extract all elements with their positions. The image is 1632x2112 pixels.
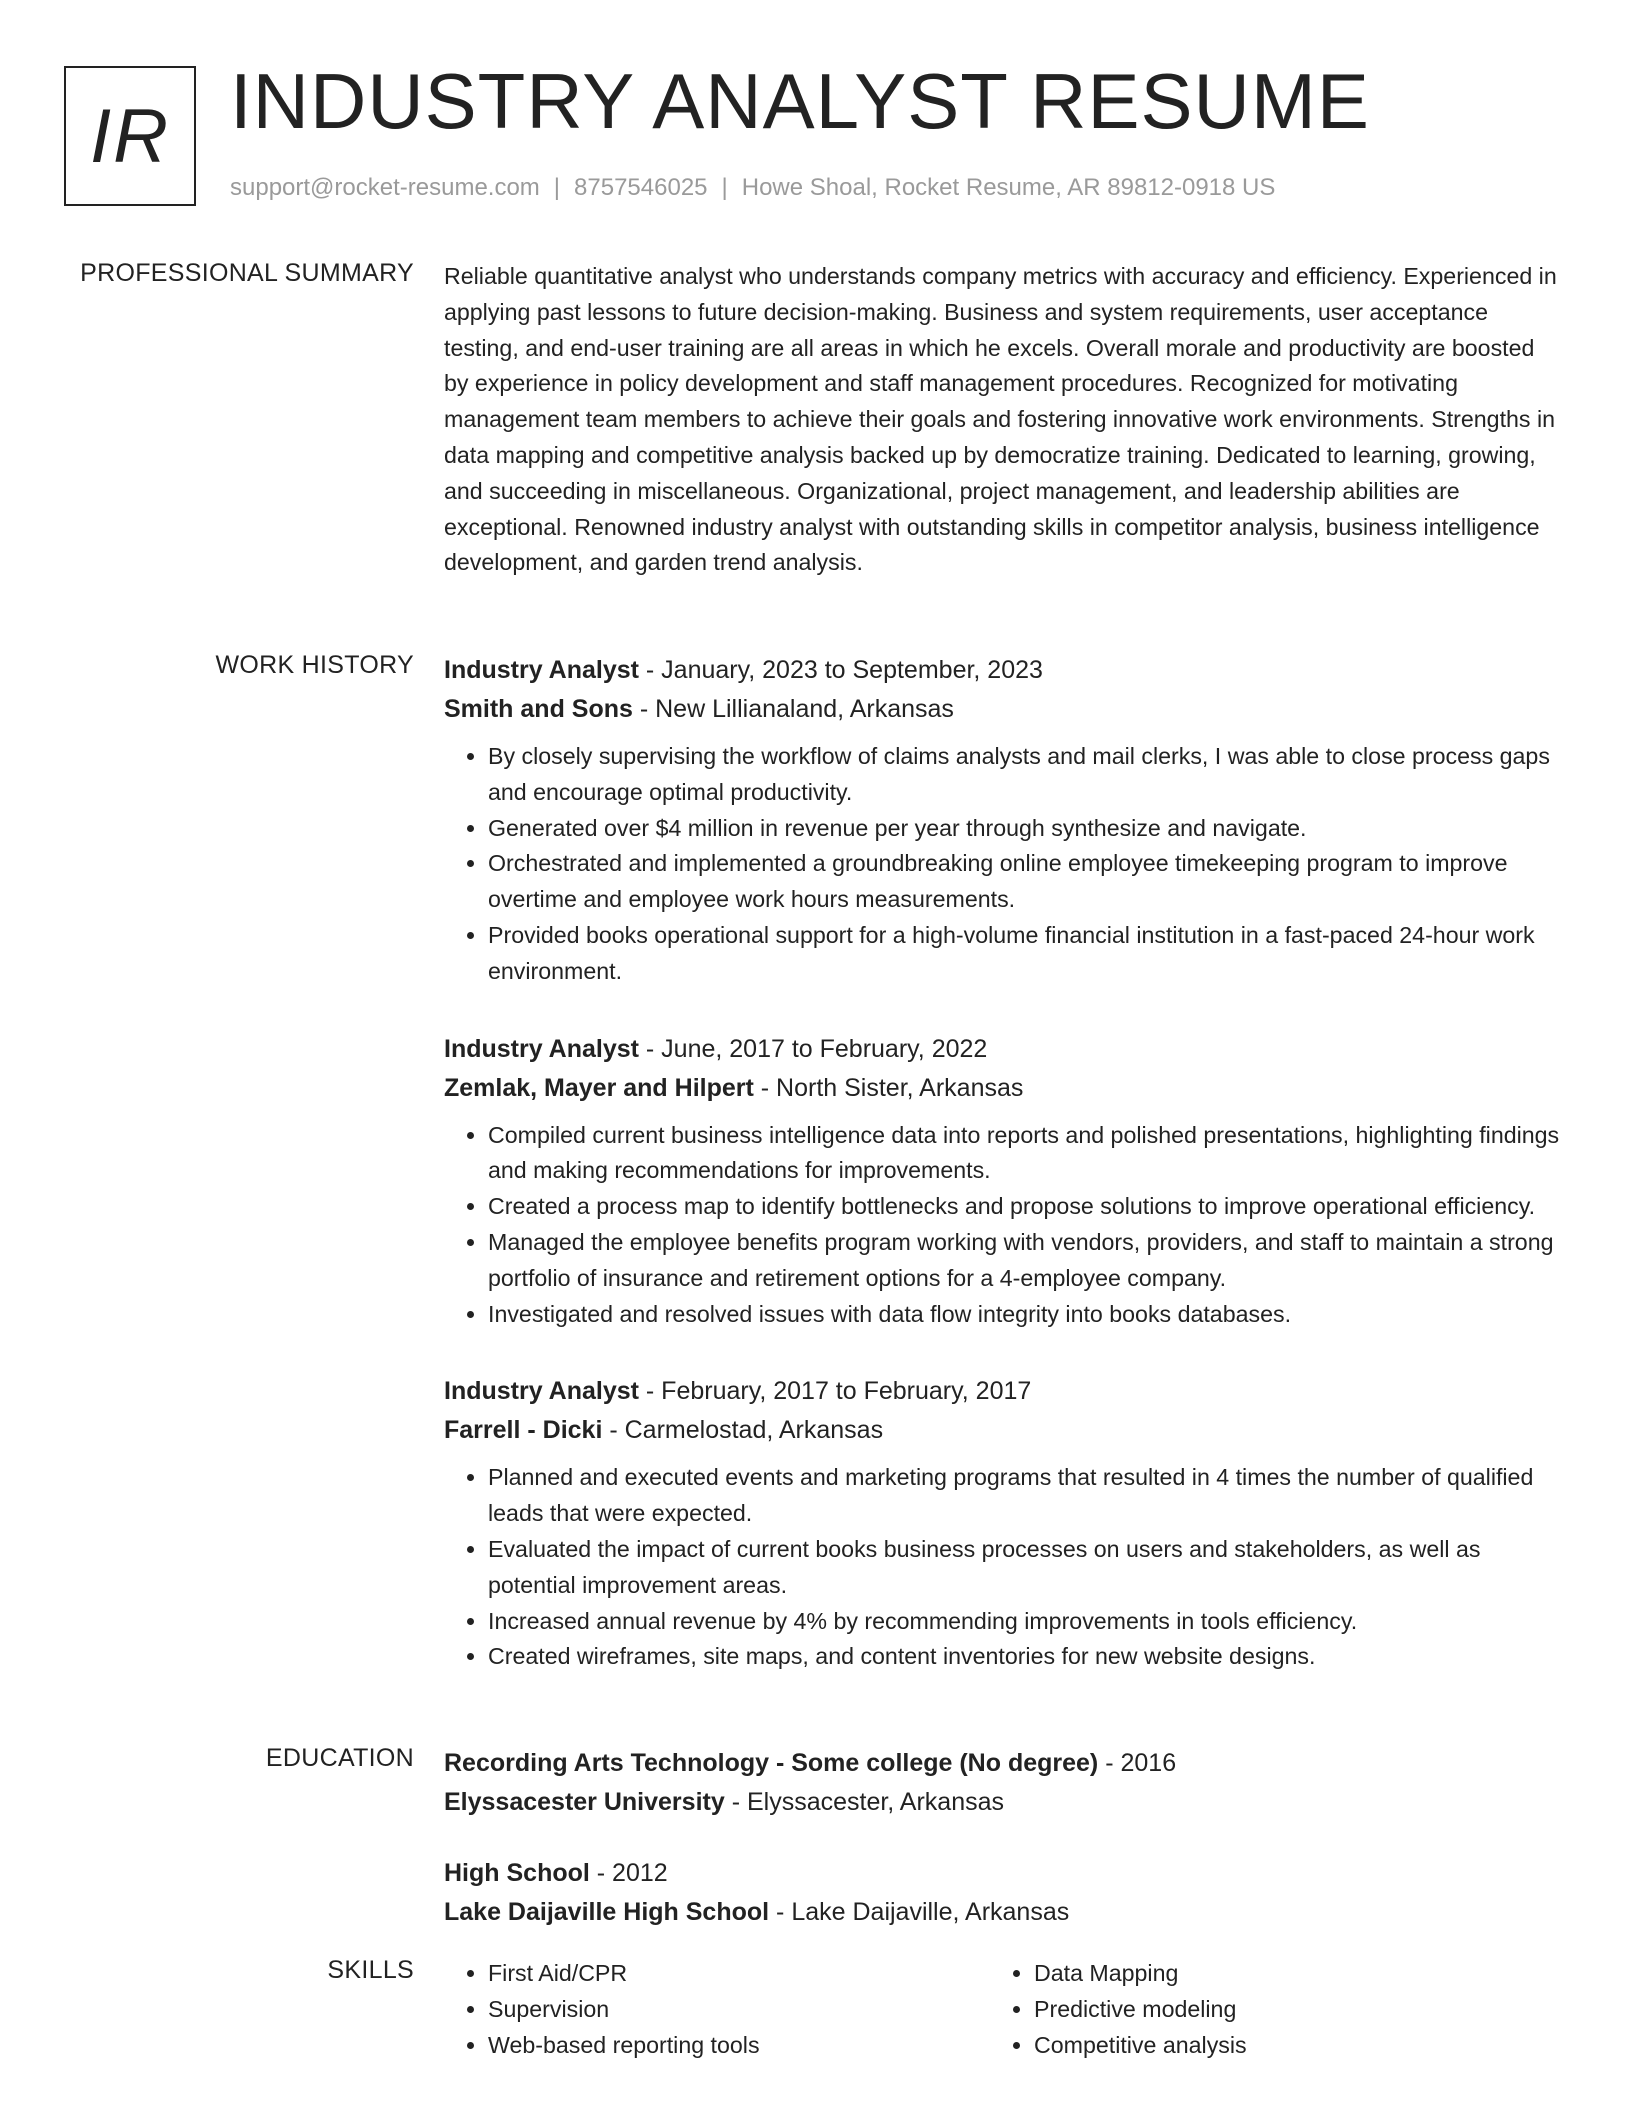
job-entry: [444, 1372, 1560, 1675]
contact-separator: |: [721, 174, 728, 201]
job-bullet: • Managed the employee benefits program working with vendors, providers, and staff to maintain a strong portfolio of insurance and retirement options for a 4-employee company.: [488, 1225, 1560, 1297]
section-label-summary: PROFESSIONAL SUMMARY: [80, 259, 414, 287]
job-entry: [444, 651, 1560, 990]
education-year: - 2016: [1098, 1749, 1177, 1777]
job-bullets: [444, 1460, 1560, 1675]
contact-email[interactable]: support@rocket-resume.com: [230, 174, 540, 201]
contact-address: Howe Shoal, Rocket Resume, AR 89812-0918 US: [741, 174, 1276, 201]
job-title: Industry Analyst: [444, 656, 639, 684]
skill-item: • Supervision: [488, 1992, 990, 2028]
summary-text: Reliable quantitative analyst who understands company metrics with accuracy and efficiency. Experienced in applying past lessons to future decision-making. Business and system requirements, user acceptance testing, and end-user training are all areas in which he excels. Overall morale and productivity are boosted by experience in policy development and staff management procedures. Recognized for motivating management team members to achieve their goals and fostering innovative work environments. Strengths in data mapping and competitive analysis backed up by democratize training. Dedicated to learning, growing, and succeeding in miscellaneous. Organizational, project management, and leadership abilities are exceptional. Renowned industry analyst with outstanding skills in competitor analysis, business intelligence development, and garden trend analysis.: [444, 263, 1557, 576]
job-bullet: • Increased annual revenue by 4% by recommending improvements in tools efficiency.: [488, 1604, 1560, 1640]
job-title: Industry Analyst: [444, 1377, 639, 1406]
job-bullet: • Created a process map to identify bottlenecks and propose solutions to improve operational efficiency.: [488, 1189, 1560, 1225]
education-degree-line: [444, 1744, 1560, 1783]
job-location: - New Lillianaland, Arkansas: [632, 695, 954, 723]
job-bullet: • Generated over $4 million in revenue per year through synthesize and navigate.: [488, 811, 1560, 847]
education-school: Lake Daijaville High School: [444, 1898, 770, 1926]
skills-list-right: [990, 1956, 1536, 2063]
skill-item: • Web-based reporting tools: [488, 2028, 990, 2064]
skill-item: • Data Mapping: [1034, 1956, 1536, 1992]
skills-columns: [444, 1956, 1560, 2063]
job-location: - North Sister, Arkansas: [753, 1073, 1024, 1102]
job-bullet: • Compiled current business intelligence data into reports and polished presentations, highlighting findings and making recommendations for improvements.: [488, 1118, 1560, 1190]
education-location: - Lake Daijaville, Arkansas: [769, 1898, 1070, 1926]
education-entry: [444, 1854, 1560, 1932]
job-company: Smith and Sons: [444, 695, 633, 723]
education-degree: Recording Arts Technology - Some college (No degree): [444, 1749, 1099, 1777]
job-bullet: • Evaluated the impact of current books business processes on users and stakeholders, as well as potential improvement areas.: [488, 1532, 1560, 1604]
education-school-line: [444, 1783, 1560, 1822]
job-bullets: [444, 1118, 1560, 1333]
education-school-line: [444, 1893, 1560, 1932]
job-location: - Carmelostad, Arkansas: [602, 1416, 884, 1445]
skill-item: • Predictive modeling: [1034, 1992, 1536, 2028]
job-company-line: [444, 1411, 1560, 1450]
section-label-education: EDUCATION: [265, 1744, 414, 1772]
job-bullet: • By closely supervising the workflow of claims analysts and mail clerks, I was able to close process gaps and encourage optimal productivity.: [488, 739, 1560, 811]
job-entry: [444, 1030, 1560, 1333]
skill-item: • First Aid/CPR: [488, 1956, 990, 1992]
education-year: - 2012: [589, 1859, 668, 1887]
job-bullet: • Orchestrated and implemented a groundbreaking online employee timekeeping program to improve overtime and employee work hours measurements.: [488, 846, 1560, 918]
job-bullets: [444, 739, 1560, 990]
contact-phone[interactable]: 8757546025: [574, 174, 708, 201]
job-bullet: • Investigated and resolved issues with data flow integrity into books databases.: [488, 1297, 1560, 1333]
contact-line: [230, 174, 1275, 202]
contact-separator: |: [553, 174, 561, 201]
page-title: INDUSTRY ANALYST RESUME: [230, 57, 1370, 145]
job-title-line: [444, 1030, 1560, 1069]
section-label-work-history: WORK HISTORY: [215, 651, 414, 679]
job-company: Zemlak, Mayer and Hilpert: [444, 1073, 754, 1102]
education-degree-line: [444, 1854, 1560, 1893]
job-dates: - February, 2017 to February, 2017: [638, 1377, 1032, 1406]
education-location: - Elyssacester, Arkansas: [724, 1788, 1005, 1816]
job-dates: - January, 2023 to September, 2023: [638, 656, 1043, 684]
monogram-badge: IR: [64, 66, 196, 206]
job-bullet: • Created wireframes, site maps, and content inventories for new website designs.: [488, 1639, 1560, 1675]
education-school: Elyssacester University: [444, 1788, 725, 1816]
skills-list-left: [444, 1956, 990, 2063]
job-company-line: [444, 690, 1560, 729]
job-title-line: [444, 1372, 1560, 1411]
job-bullet: • Provided books operational support for a high-volume financial institution in a fast-paced 24-hour work environment.: [488, 918, 1560, 990]
job-title: Industry Analyst: [444, 1034, 639, 1063]
education-entry: [444, 1744, 1560, 1822]
skill-item: • Competitive analysis: [1034, 2028, 1536, 2064]
job-company-line: [444, 1069, 1560, 1108]
job-bullet: • Planned and executed events and marketing programs that resulted in 4 times the number of qualified leads that were expected.: [488, 1460, 1560, 1532]
job-dates: - June, 2017 to February, 2022: [638, 1034, 988, 1063]
education-degree: High School: [444, 1859, 590, 1887]
job-company: Farrell - Dicki: [444, 1416, 603, 1445]
section-label-skills: SKILLS: [327, 1956, 414, 1984]
job-title-line: [444, 651, 1560, 690]
